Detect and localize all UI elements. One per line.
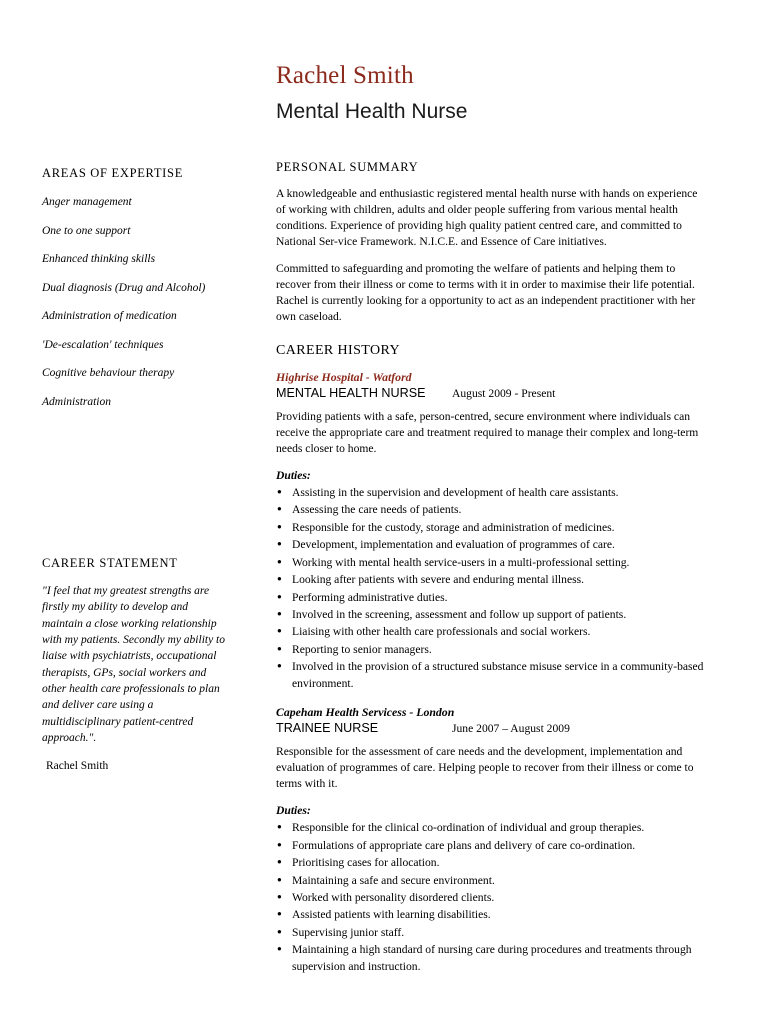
career-history-job — [276, 370, 708, 692]
duty-item: ● Involved in the screening, assessment and follow up support of patients. — [276, 607, 708, 623]
duty-item: ● Maintaining a safe and secure environment. — [276, 873, 708, 889]
career-history-job — [276, 705, 708, 975]
duty-item: ● Responsible for the custody, storage and administration of medicines. — [276, 520, 708, 536]
duty-item: ● Working with mental health service-users in a multi-professional setting. — [276, 555, 708, 571]
career-statement-section — [42, 556, 227, 772]
job-dates: August 2009 - Present — [452, 386, 556, 400]
career-statement-quote: "I feel that my greatest strengths are firstly my ability to develop and maintain a close working relationship with my patients. Secondly my ability to liaise with psychiatrists, occupational therapists, GPs, social workers and other health care professionals to plan and deliver care using a multidisciplinary patient-centred approach.". — [42, 585, 226, 744]
duty-item: ● Liaising with other health care professionals and social workers. — [276, 624, 708, 640]
duty-item: ● Responsible for the clinical co-ordination of individual and group therapies. — [276, 820, 708, 836]
duty-item: ● Assessing the care needs of patients. — [276, 502, 708, 518]
expertise-item: One to one support — [42, 224, 131, 237]
resume-header — [276, 62, 716, 123]
expertise-item: Cognitive behaviour therapy — [42, 367, 175, 380]
expertise-item: Enhanced thinking skills — [42, 253, 156, 266]
personal-summary-section — [276, 160, 708, 325]
section-spacer — [276, 693, 708, 705]
duty-item: ● Prioritising cases for allocation. — [276, 855, 708, 871]
duty-item: ● Assisted patients with learning disabilities. — [276, 907, 708, 923]
duty-item: ● Maintaining a high standard of nursing care during procedures and treatments through supervision and instruction. — [276, 942, 708, 975]
duty-item: ● Involved in the provision of a structured substance misuse service in a community-based environment. — [276, 659, 708, 692]
duty-item: ● Worked with personality disordered clients. — [276, 890, 708, 906]
candidate-name: Rachel Smith — [276, 62, 414, 89]
job-description: Responsible for the assessment of care needs and the development, implementation and evaluation of programmes of care. Helping people to recover from their illness or come to terms with it. — [276, 745, 694, 791]
personal-summary-paragraph-2: Committed to safeguarding and promoting the welfare of patients and helping them to recover from their illness or come to terms with it in order to maximise their life potential. Rachel is currently looking for a opportunity to act as an independent practitioner with her own caseload. — [276, 261, 696, 323]
career-statement-heading: CAREER STATEMENT — [42, 556, 178, 570]
job-duties-label: Duties: — [276, 804, 311, 818]
job-role-title: TRAINEE NURSE — [276, 721, 379, 736]
job-role-title: MENTAL HEALTH NURSE — [276, 385, 426, 400]
job-duties-label: Duties: — [276, 468, 311, 482]
career-history-heading: CAREER HISTORY — [276, 342, 400, 358]
career-history-section — [276, 343, 708, 975]
candidate-job-title: Mental Health Nurse — [276, 99, 468, 123]
job-description: Providing patients with a safe, person-centred, secure environment where individuals can receive the appropriate care and treatment required to manage their complex and long-term needs closer to home. — [276, 409, 699, 455]
job-duties-list — [276, 820, 708, 975]
expertise-item: Anger management — [42, 196, 132, 208]
duty-item: ● Looking after patients with severe and enduring mental illness. — [276, 572, 708, 588]
duty-item: ● Assisting in the supervision and development of health care assistants. — [276, 485, 708, 501]
resume-main-column — [276, 160, 708, 976]
expertise-item: Administration — [42, 395, 112, 408]
areas-of-expertise-section — [42, 166, 242, 423]
expertise-item: 'De-escalation' techniques — [42, 338, 164, 351]
career-statement-signature: Rachel Smith — [46, 760, 109, 773]
job-employer: Highrise Hospital - Watford — [276, 369, 412, 384]
job-employer: Capeham Health Servicess - London — [276, 705, 455, 720]
job-role-row — [276, 721, 708, 735]
job-role-row — [276, 386, 708, 400]
duty-item: ● Development, implementation and evaluation of programmes of care. — [276, 537, 708, 553]
duty-item: ● Formulations of appropriate care plans and delivery of care co-ordination. — [276, 838, 708, 854]
job-dates: June 2007 – August 2009 — [452, 722, 570, 736]
duty-item: ● Reporting to senior managers. — [276, 642, 708, 658]
job-duties-list — [276, 485, 708, 692]
personal-summary-heading: PERSONAL SUMMARY — [276, 160, 419, 174]
areas-of-expertise-heading: AREAS OF EXPERTISE — [42, 166, 184, 180]
duty-item: ● Performing administrative duties. — [276, 590, 708, 606]
expertise-item: Administration of medication — [42, 310, 177, 323]
personal-summary-paragraph-1: A knowledgeable and enthusiastic registered mental health nurse with hands on experience of working with children, adults and older people suffering from various mental health conditions. Experience of providing high quality patient centred care, and committed to National Ser-vice Framework. N.I.C.E. and Essence of Care initiatives. — [276, 187, 698, 248]
expertise-item: Dual diagnosis (Drug and Alcohol) — [42, 281, 206, 294]
duty-item: ● Supervising junior staff. — [276, 925, 708, 941]
